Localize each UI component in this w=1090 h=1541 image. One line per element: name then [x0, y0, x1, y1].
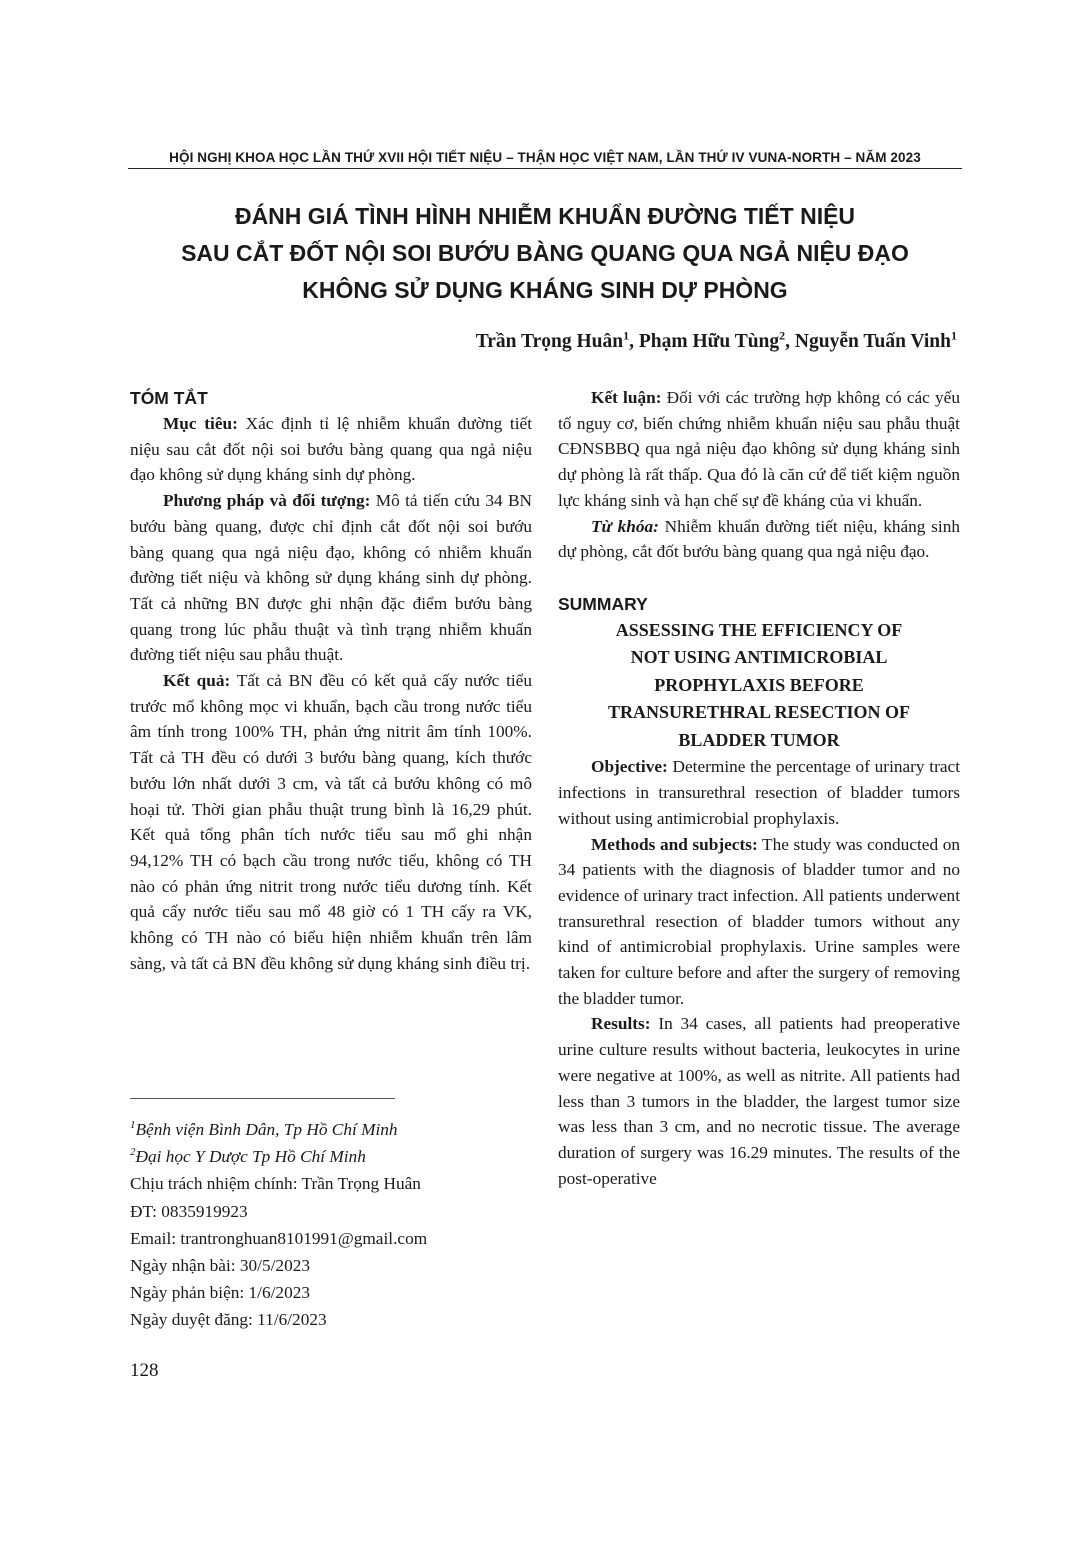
author-list	[475, 328, 957, 353]
abstract-objective-en	[558, 754, 960, 831]
author-affiliation: 2	[779, 328, 786, 343]
abstract-results-vi	[130, 668, 532, 976]
abstract-objective-vi	[130, 411, 532, 488]
footnote-text: Đại học Y Dược Tp Hồ Chí Minh	[135, 1147, 366, 1167]
right-column	[558, 385, 960, 1191]
running-header: HỘI NGHỊ KHOA HỌC LẦN THỨ XVII HỘI TIẾT NIỆU – THẬN HỌC VIỆT NAM, LẦN THỨ IV VUNA-NORTH – NĂM 2023	[169, 150, 921, 165]
author-separator: ,	[785, 331, 795, 352]
author-name: Phạm Hữu Tùng	[638, 331, 780, 352]
keywords-vi	[558, 514, 960, 565]
label: Kết quả:	[163, 671, 231, 691]
label: Objective:	[591, 757, 668, 777]
header-rule	[128, 168, 962, 169]
author-name: Nguyễn Tuấn Vinh	[794, 331, 951, 352]
title-line: ĐÁNH GIÁ TÌNH HÌNH NHIỄM KHUẨN ĐƯỜNG TIẾT NIỆU	[234, 203, 856, 229]
footnote-rule	[130, 1098, 395, 1099]
received-date: Ngày nhận bài: 30/5/2023	[130, 1256, 310, 1276]
title-line: SAU CẮT ĐỐT NỘI SOI BƯỚU BÀNG QUANG QUA NGẢ NIỆU ĐẠO	[181, 240, 909, 266]
title-line: BLADDER TUMOR	[678, 729, 840, 750]
affiliation-2	[130, 1143, 550, 1170]
title-line: TRANSURETHRAL RESECTION OF	[607, 702, 911, 723]
title-line: ASSESSING THE EFFICIENCY OF	[615, 619, 903, 640]
paragraph-text: Đối với các trường hợp không có các yếu tố nguy cơ, biến chứng nhiễm khuẩn niệu sau phẫu thuật CĐNSBBQ qua ngả niệu đạo không sử dụng kháng sinh dự phòng là rất thấp. Qua đó là căn cứ để tiết kiệm nguồn lực kháng sinh và hạn chế sự đề kháng của vi khuẩn.	[558, 388, 960, 510]
footnote-marker: 2	[130, 1146, 136, 1159]
title-line: PROPHYLAXIS BEFORE	[654, 674, 864, 695]
abstract-heading-en: SUMMARY	[558, 593, 648, 614]
author-name: Trần Trọng Huân	[475, 331, 624, 352]
label: Kết luận:	[591, 388, 662, 407]
label: Results:	[591, 1014, 651, 1034]
author-separator: ,	[629, 331, 639, 352]
accepted-date: Ngày duyệt đăng: 11/6/2023	[130, 1310, 327, 1330]
paragraph-text: In 34 cases, all patients had preoperative urine culture results without bacteria, leukocytes in urine were negative at 100%, as well as nitrite. All patients had less than 3 tumors in the bladder, the largest tumor size was less than 3 cm, and no necrotic tissue. The average duration of surgery was 16.29 minutes. The results of the post-operative	[558, 1014, 960, 1188]
page-number: 128	[130, 1360, 159, 1381]
reviewed-date: Ngày phản biện: 1/6/2023	[130, 1283, 310, 1303]
phone: ĐT: 0835919923	[130, 1201, 248, 1221]
paragraph-text: Mô tả tiến cứu 34 BN bướu bàng quang, được chỉ định cắt đốt nội soi bướu bàng quang qua ngả niệu đạo, không có nhiễm khuẩn đường tiết niệu và không sử dụng kháng sinh dự phòng. Tất cả những BN được ghi nhận đặc điểm bướu bàng quang trong lúc phẫu thuật và tình trạng nhiễm khuẩn đường tiết niệu sau phẫu thuật.	[130, 491, 532, 665]
affiliation-1	[130, 1116, 550, 1143]
title-line: NOT USING ANTIMICROBIAL	[630, 647, 888, 668]
paragraph-text: Tất cả BN đều có kết quả cấy nước tiểu trước mổ không mọc vi khuẩn, bạch cầu trong nước tiểu âm tính trong 100% TH, phản ứng nitrit âm tính 100%. Tất cả TH đều có dưới 3 bướu bàng quang, kích thước bướu lớn nhất dưới 3 cm, và tất cả bướu không có mô hoại tử. Thời gian phẫu thuật trung bình là 16,29 phút. Kết quả tổng phân tích nước tiểu sau mổ ghi nhận 94,12% TH có bạch cầu trong nước tiểu, không có TH nào có phản ứng nitrit trong nước tiểu dương tính. Kết quả cấy nước tiểu sau mổ 48 giờ có 1 TH cấy ra VK, không có TH nào có biểu hiện nhiễm khuẩn trên lâm sàng, và tất cả BN đều không sử dụng kháng sinh điều trị.	[130, 671, 532, 973]
author-affiliation: 1	[623, 328, 630, 343]
label: Phương pháp và đối tượng:	[163, 491, 371, 511]
footnote-marker: 1	[130, 1119, 136, 1132]
abstract-methods-en	[558, 832, 960, 1012]
paragraph-text: Xác định tỉ lệ nhiễm khuẩn đường tiết niệu sau cắt đốt nội soi bướu bàng quang qua ngả niệu đạo không sử dụng kháng sinh dự phòng.	[130, 414, 532, 485]
abstract-methods-vi	[130, 488, 532, 668]
paragraph-text: The study was conducted on 34 patients with the diagnosis of bladder tumor and no evidence of urinary tract infection. All patients underwent transurethral resection of bladder tumors without any kind of antimicrobial prophylaxis. Urine samples were taken for culture before and after the surgery of removing the bladder tumor.	[558, 834, 961, 1008]
author-affiliation: 1	[951, 328, 957, 343]
paragraph-text: Nhiễm khuẩn đường tiết niệu, kháng sinh dự phòng, cắt đốt bướu bàng quang qua ngả niệu đạo.	[558, 516, 960, 562]
abstract-conclusion-vi	[558, 385, 960, 514]
english-title	[558, 617, 960, 755]
label: Mục tiêu:	[163, 414, 238, 433]
article-title	[130, 198, 960, 309]
label: Methods and subjects:	[591, 834, 758, 854]
abstract-heading-vi: TÓM TẮT	[130, 388, 208, 408]
email: Email: trantronghuan8101991@gmail.com	[130, 1228, 428, 1248]
footnote-text: Bệnh viện Bình Dân, Tp Hồ Chí Minh	[135, 1120, 398, 1139]
title-line: KHÔNG SỬ DỤNG KHÁNG SINH DỰ PHÒNG	[302, 277, 788, 303]
paragraph-text: Determine the percentage of urinary tract infections in transurethral resection of bladder tumors without using antimicrobial prophylaxis.	[558, 757, 960, 828]
label: Từ khóa:	[591, 516, 659, 536]
abstract-results-en	[558, 1011, 960, 1191]
corresponding-author: Chịu trách nhiệm chính: Trần Trọng Huân	[130, 1174, 421, 1194]
left-column	[130, 385, 532, 976]
footnotes	[130, 1116, 550, 1334]
